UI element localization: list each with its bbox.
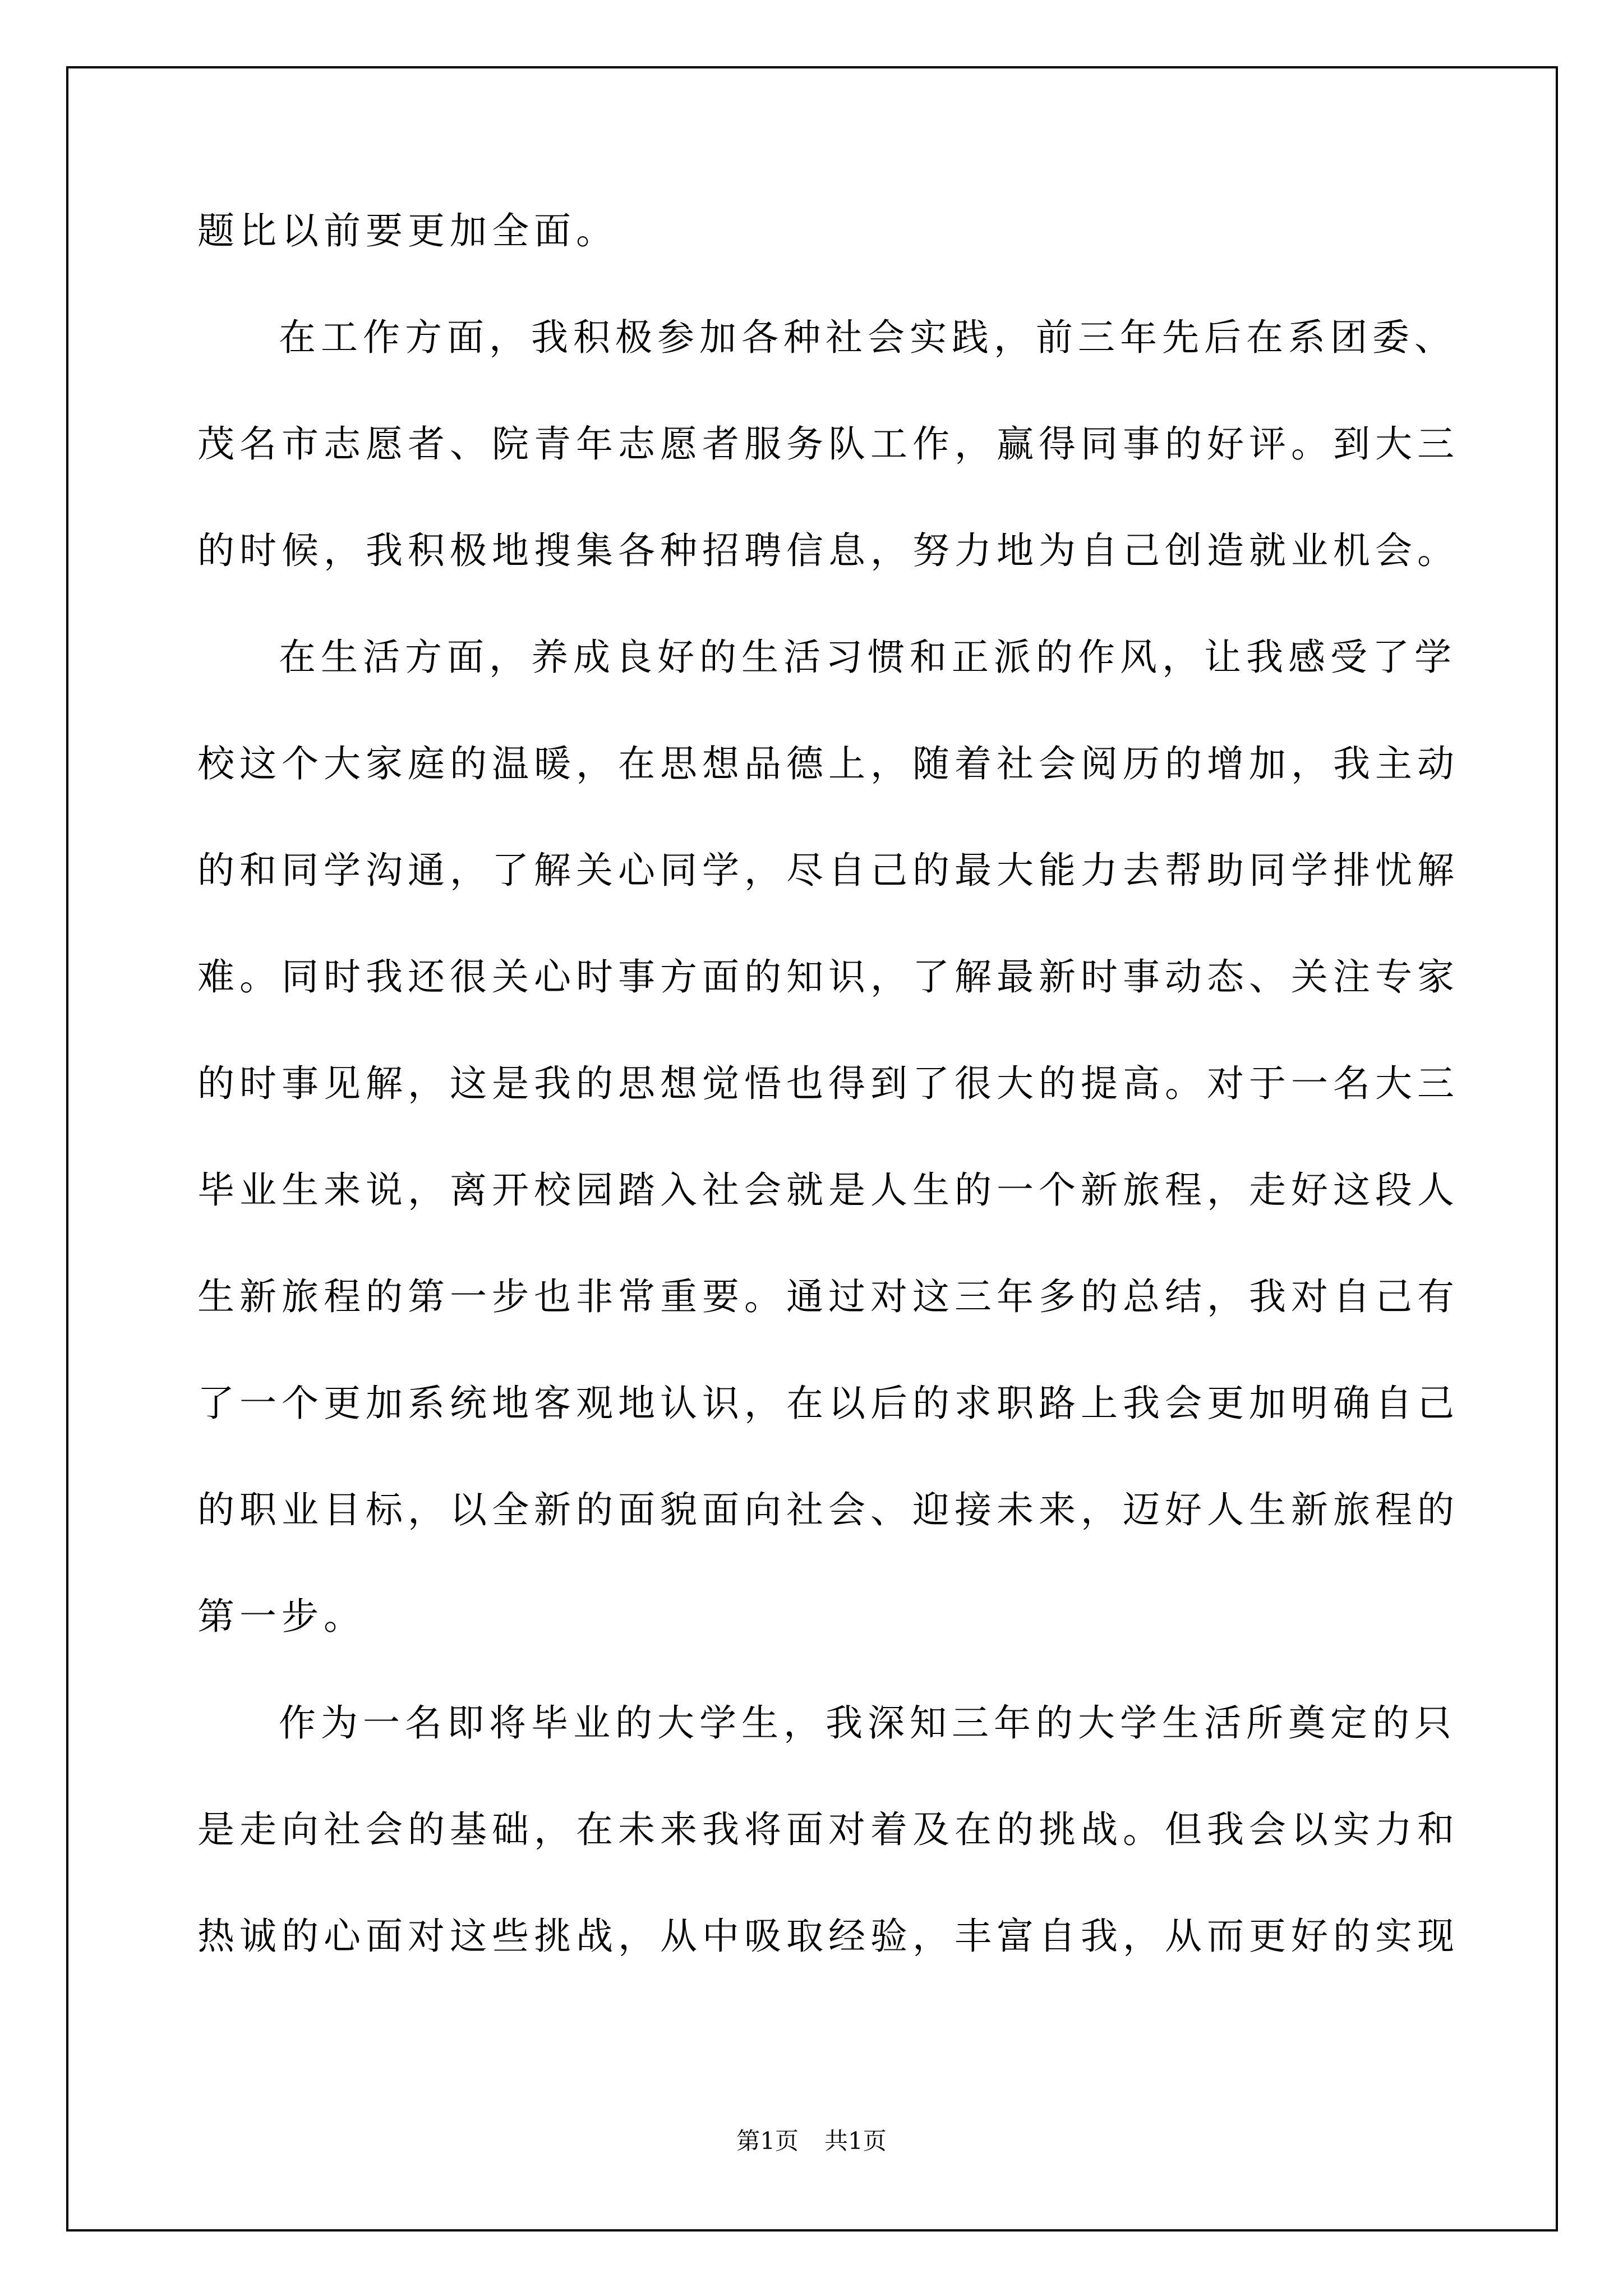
text-line: 毕业生来说，离开校园踏入社会就是人生的一个新旅程，走好这段人: [197, 1168, 1459, 1212]
text-line: 在工作方面，我积极参加各种社会实践，前三年先后在系团委、: [279, 316, 1456, 359]
page-number: 第1页: [736, 2127, 799, 2155]
text-line: 第一步。: [197, 1595, 366, 1638]
page-total: 共1页: [824, 2127, 887, 2155]
text-line: 的职业目标，以全新的面貌面向社会、迎接未来，迈好人生新旅程的: [197, 1488, 1459, 1531]
text-line: 难。同时我还很关心时事方面的知识，了解最新时事动态、关注专家: [197, 955, 1459, 999]
text-line: 作为一名即将毕业的大学生，我深知三年的大学生活所奠定的只: [279, 1701, 1456, 1745]
text-line: 在生活方面，养成良好的生活习惯和正派的作风，让我感受了学: [279, 636, 1456, 679]
text-line: 生新旅程的第一步也非常重要。通过对这三年多的总结，我对自己有: [197, 1275, 1459, 1318]
text-line: 的时事见解，这是我的思想觉悟也得到了很大的提高。对于一名大三: [197, 1062, 1459, 1105]
text-line: 热诚的心面对这些挑战，从中吸取经验，丰富自我，从而更好的实现: [197, 1915, 1459, 1958]
text-line: 的和同学沟通，了解关心同学，尽自己的最大能力去帮助同学排忧解: [197, 849, 1459, 892]
text-line: 题比以前要更加全面。: [197, 209, 618, 252]
text-line: 校这个大家庭的温暖，在思想品德上，随着社会阅历的增加，我主动: [197, 742, 1459, 785]
text-line: 茂名市志愿者、院青年志愿者服务队工作，赢得同事的好评。到大三: [197, 422, 1459, 466]
text-line: 是走向社会的基础，在未来我将面对着及在的挑战。但我会以实力和: [197, 1808, 1459, 1851]
text-line: 的时候，我积极地搜集各种招聘信息，努力地为自己创造就业机会。: [197, 529, 1459, 572]
text-line: 了一个更加系统地客观地认识，在以后的求职路上我会更加明确自己: [197, 1382, 1459, 1425]
page-footer: [0, 2123, 1623, 2156]
